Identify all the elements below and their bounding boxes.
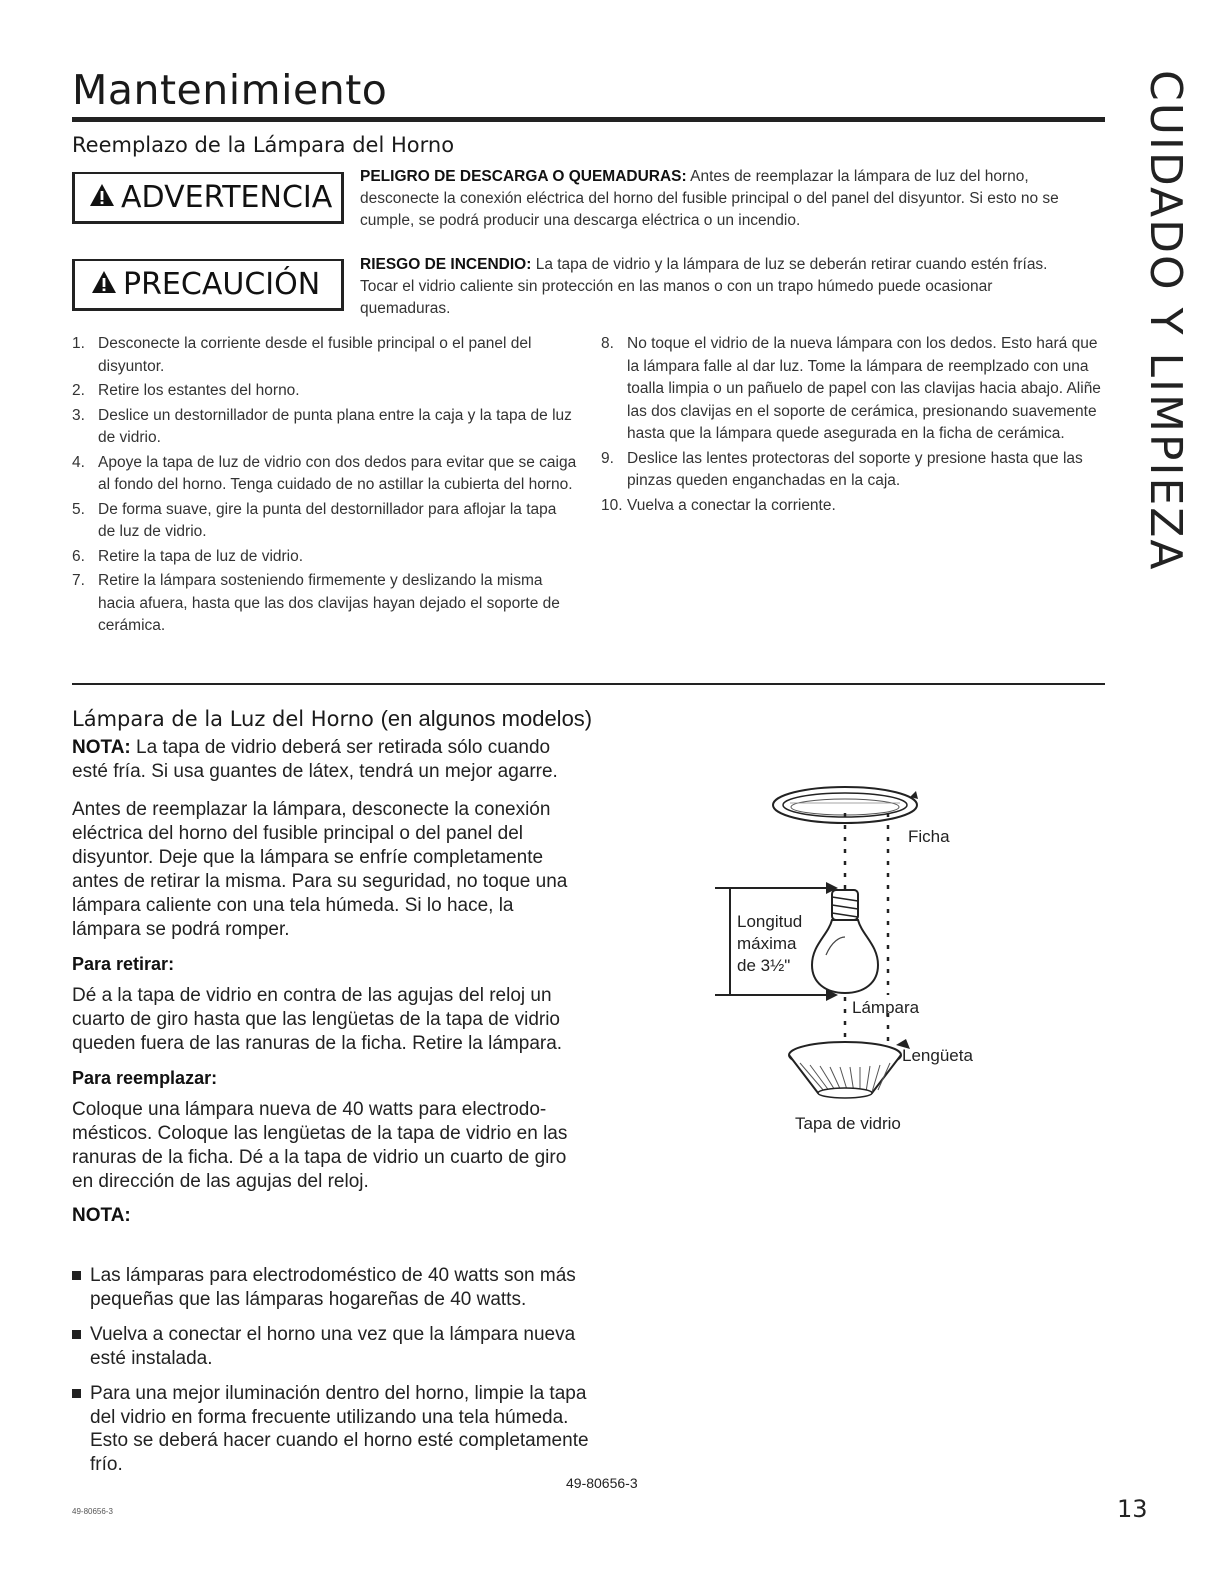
socket-ring-illustration (773, 787, 918, 823)
list-item: 2. Retire los estantes del horno. (72, 382, 300, 399)
caution-text (360, 254, 1080, 320)
glass-cover-illustration (789, 1039, 910, 1098)
list-item: 5. De forma suave, gire la punta del destornillador para aflojar la tapa de luz de vidrio. (72, 500, 557, 540)
bullet-square-icon (72, 1271, 81, 1280)
label-lengueta: Lengüeta (902, 1046, 973, 1065)
bullet-square-icon (72, 1330, 81, 1339)
section2-body (72, 736, 582, 1228)
label-longitud-3: de 3½" (737, 956, 791, 975)
bulb-illustration (812, 890, 878, 993)
label-lampara: Lámpara (852, 998, 920, 1017)
list-item: 9. Deslice las lentes protectoras del soporte y presione hasta que las pinzas queden enganchadas en la caja. (601, 449, 1083, 489)
section2-heading-text: Lámpara de la Luz del Horno (72, 707, 374, 731)
remove-paragraph: Dé a la tapa de vidrio en contra de las agujas del reloj un cuarto de giro hasta que las lengüetas de la tapa de vidrio queden fuera de las ranuras de la ficha. Retire la lámpara. (72, 985, 563, 1054)
label-longitud-1: Longitud (737, 912, 803, 931)
precaution-paragraph: Antes de reemplazar la lámpara, desconecte la conexión eléctrica del horno del fusible principal o del panel del disyuntor. Deje que la lámpara se enfríe completamente antes de retirar la misma. Para su seguridad, no toque una lámpara caliente con una tela húmeda. Si lo hace, la lámpara se podrá romper. (72, 799, 568, 940)
label-longitud-2: máxima (737, 934, 797, 953)
caution-triangle-icon (91, 267, 117, 302)
steps-list-left (72, 333, 577, 640)
list-item: 10. Vuelva a conectar la corriente. (601, 496, 836, 514)
warning-box (73, 173, 343, 223)
list-item: 8. No toque el vidrio de la nueva lámpara con los dedos. Esto hará que la lámpara falle al dar luz. Tome la lámpara de reemplzado con una toalla limpia o un pañuelo de papel con las clavijas hacia abajo. Aliñe las dos clavijas en el soporte de cerámica, presionando suavemente hasta que la lámpara quede asegurada en la ficha de cerámica. (601, 335, 1101, 442)
caution-body: La tapa de vidrio y la lámpara de luz se deberán retirar cuando estén frías. Tocar el vidrio caliente sin protección en las manos o con un trapo húmedo puede ocasionar quemaduras. (360, 256, 1048, 317)
list-item: 1. Desconecte la corriente desde el fusible principal o el panel del disyuntor. (72, 335, 532, 375)
warning-label: ADVERTENCIA (121, 180, 333, 215)
remove-heading: Para retirar: (72, 954, 175, 974)
list-item: 3. Deslice un destornillador de punta plana entre la caja y la tapa de luz de vidrio. (72, 406, 572, 446)
list-item: Para una mejor iluminación dentro del horno, limpie la tapa del vidrio en forma frecuente utilizando una tela húmeda. Esto se deberá hacer cuando el horno esté completamente frío. (72, 1382, 592, 1476)
section-heading-oven-light (72, 706, 592, 732)
replace-heading: Para reemplazar: (72, 1068, 218, 1088)
list-item: Las lámparas para electrodoméstico de 40 watts son más pequeñas que las lámparas hogareñas de 40 watts. (72, 1264, 592, 1311)
warning-triangle-icon (89, 180, 115, 215)
replace-paragraph: Coloque una lámpara nueva de 40 watts para electrodomésticos. Coloque las lengüetas de la tapa de vidrio en las ranuras de la ficha. Dé a la tapa de vidrio un cuarto de giro en dirección de las agujas del reloj. (72, 1099, 568, 1192)
sidebar-section-label: CUIDADO Y LIMPIEZA (1140, 70, 1191, 572)
warning-bold: PELIGRO DE DESCARGA O QUEMADURAS: (360, 168, 687, 185)
list-item: Vuelva a conectar el horno una vez que la lámpara nueva esté instalada. (72, 1323, 592, 1370)
section-heading-lamp-replacement: Reemplazo de la Lámpara del Horno (72, 133, 455, 157)
notes-bullet-list (72, 1264, 592, 1488)
list-item: 6. Retire la tapa de luz de vidrio. (72, 547, 304, 565)
nota-label: NOTA: (72, 737, 131, 758)
bullet-square-icon (72, 1389, 81, 1398)
footer-document-code: 49-80656-3 (566, 1475, 638, 1491)
page-number: 13 (1117, 1495, 1148, 1523)
warning-text (360, 166, 1075, 232)
nota-text: La tapa de vidrio deberá ser retirada sólo cuando esté fría. Si usa guantes de látex, tendrá un mejor agarre. (72, 737, 558, 782)
nota2-heading: NOTA: (72, 1205, 131, 1226)
caution-label: PRECAUCIÓN (123, 267, 321, 302)
list-item: 4. Apoye la tapa de luz de vidrio con dos dedos para evitar que se caiga al fondo del horno. Tenga cuidado de no astillar la cubierta del horno. (72, 453, 577, 493)
label-tapa: Tapa de vidrio (795, 1114, 901, 1133)
caution-bold: RIESGO DE INCENDIO: (360, 256, 532, 273)
caution-box (73, 260, 343, 310)
small-document-code: 49-80656-3 (72, 1507, 113, 1516)
section2-heading-paren: (en algunos modelos) (380, 706, 593, 731)
section-divider (72, 683, 1105, 685)
title-divider (72, 117, 1105, 122)
nota-paragraph (72, 736, 582, 784)
steps-list-right (601, 333, 1109, 519)
page-title: Mantenimiento (72, 66, 388, 114)
label-ficha: Ficha (908, 827, 950, 846)
lamp-diagram (700, 765, 1000, 1145)
list-item: 7. Retire la lámpara sosteniendo firmemente y deslizando la misma hacia afuera, hasta que las dos clavijas hayan dejado el soporte de cerámica. (72, 572, 560, 634)
warning-body: Antes de reemplazar la lámpara de luz del horno, desconecte la conexión eléctrica del horno del fusible principal o del panel del disyuntor. Si esto no se cumple, se podrá producir una descarga eléctrica o un incendio. (360, 168, 1059, 229)
